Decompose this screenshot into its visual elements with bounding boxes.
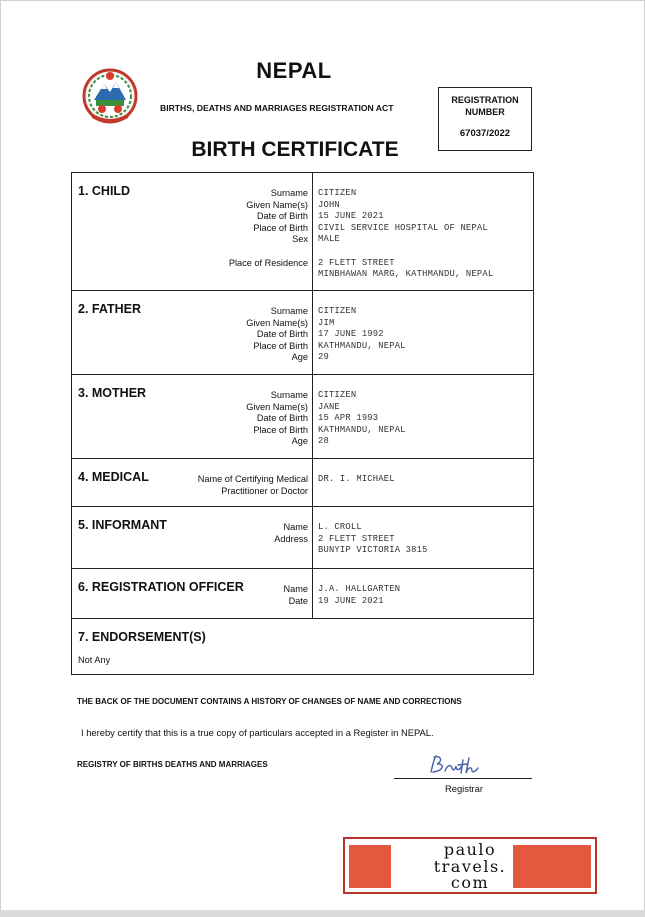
certificate-title: BIRTH CERTIFICATE — [191, 138, 399, 161]
certification-statement: I hereby certify that this is a true copy of particulars accepted in a Register in NEPAL. — [81, 727, 434, 738]
field-labels: Name Address — [274, 522, 308, 544]
section-informant — [72, 507, 533, 569]
section-registration-officer — [72, 569, 533, 619]
section-heading: 7. ENDORSEMENT(S) — [78, 630, 206, 644]
endorsement-note: Not Any — [78, 655, 111, 665]
section-heading: 6. REGISTRATION OFFICER — [78, 580, 244, 594]
registration-label: REGISTRATION NUMBER — [451, 95, 519, 117]
field-values: L. CROLL 2 FLETT STREET BUNYIP VICTORIA 3815 — [318, 522, 428, 556]
page-bottom-rule — [0, 910, 645, 917]
section-heading: 3. MOTHER — [78, 386, 147, 400]
section-endorsements — [72, 619, 533, 674]
country-title: NEPAL — [256, 58, 332, 83]
section-heading: 5. INFORMANT — [78, 518, 167, 532]
field-values: CITIZEN JIM 17 JUNE 1992 KATHMANDU, NEPAL 29 — [318, 306, 406, 363]
registrar-signature — [425, 752, 497, 778]
registrar-label: Registrar — [444, 783, 484, 794]
section-heading: 2. FATHER — [78, 302, 141, 316]
registration-number: 67037/2022 — [459, 128, 511, 139]
section-child — [72, 173, 533, 291]
signature-line — [394, 778, 532, 779]
field-values: DR. I. MICHAEL — [318, 474, 395, 484]
section-father — [72, 291, 533, 375]
field-values: J.A. HALLGARTEN 19 JUNE 2021 — [318, 584, 401, 606]
nepal-coat-of-arms-icon — [78, 64, 142, 128]
field-values: CITIZEN JANE 15 APR 1993 KATHMANDU, NEPAL 28 — [318, 390, 406, 447]
field-values: CITIZEN JOHN 15 JUNE 2021 CIVIL SERVICE HOSPITAL OF NEPAL MALE 2 FLETT STREET MINBHAWAN MARG, KATHMANDU, NEPAL — [318, 188, 494, 280]
section-heading: 4. MEDICAL — [78, 470, 149, 484]
field-labels: Name of Certifying Medical Practitioner or Doctor — [197, 474, 308, 496]
back-of-document-note: THE BACK OF THE DOCUMENT CONTAINS A HISTORY OF CHANGES OF NAME AND CORRECTIONS — [77, 697, 462, 706]
registry-name: REGISTRY OF BIRTHS DEATHS AND MARRIAGES — [77, 760, 268, 769]
watermark-logo: paulo travels. com — [343, 837, 597, 894]
section-mother — [72, 375, 533, 459]
certificate-table — [71, 172, 534, 675]
field-labels: Surname Given Name(s) Date of Birth Place of Birth Sex Place of Residence — [228, 188, 308, 268]
field-labels: Name Date — [283, 584, 308, 606]
field-labels: Surname Given Name(s) Date of Birth Place of Birth Age — [246, 306, 308, 363]
registration-number-box — [438, 87, 532, 151]
section-heading: 1. CHILD — [78, 184, 131, 198]
section-medical — [72, 459, 533, 507]
act-title: BIRTHS, DEATHS AND MARRIAGES REGISTRATION ACT — [160, 103, 394, 113]
field-labels: Surname Given Name(s) Date of Birth Place of Birth Age — [246, 390, 308, 447]
